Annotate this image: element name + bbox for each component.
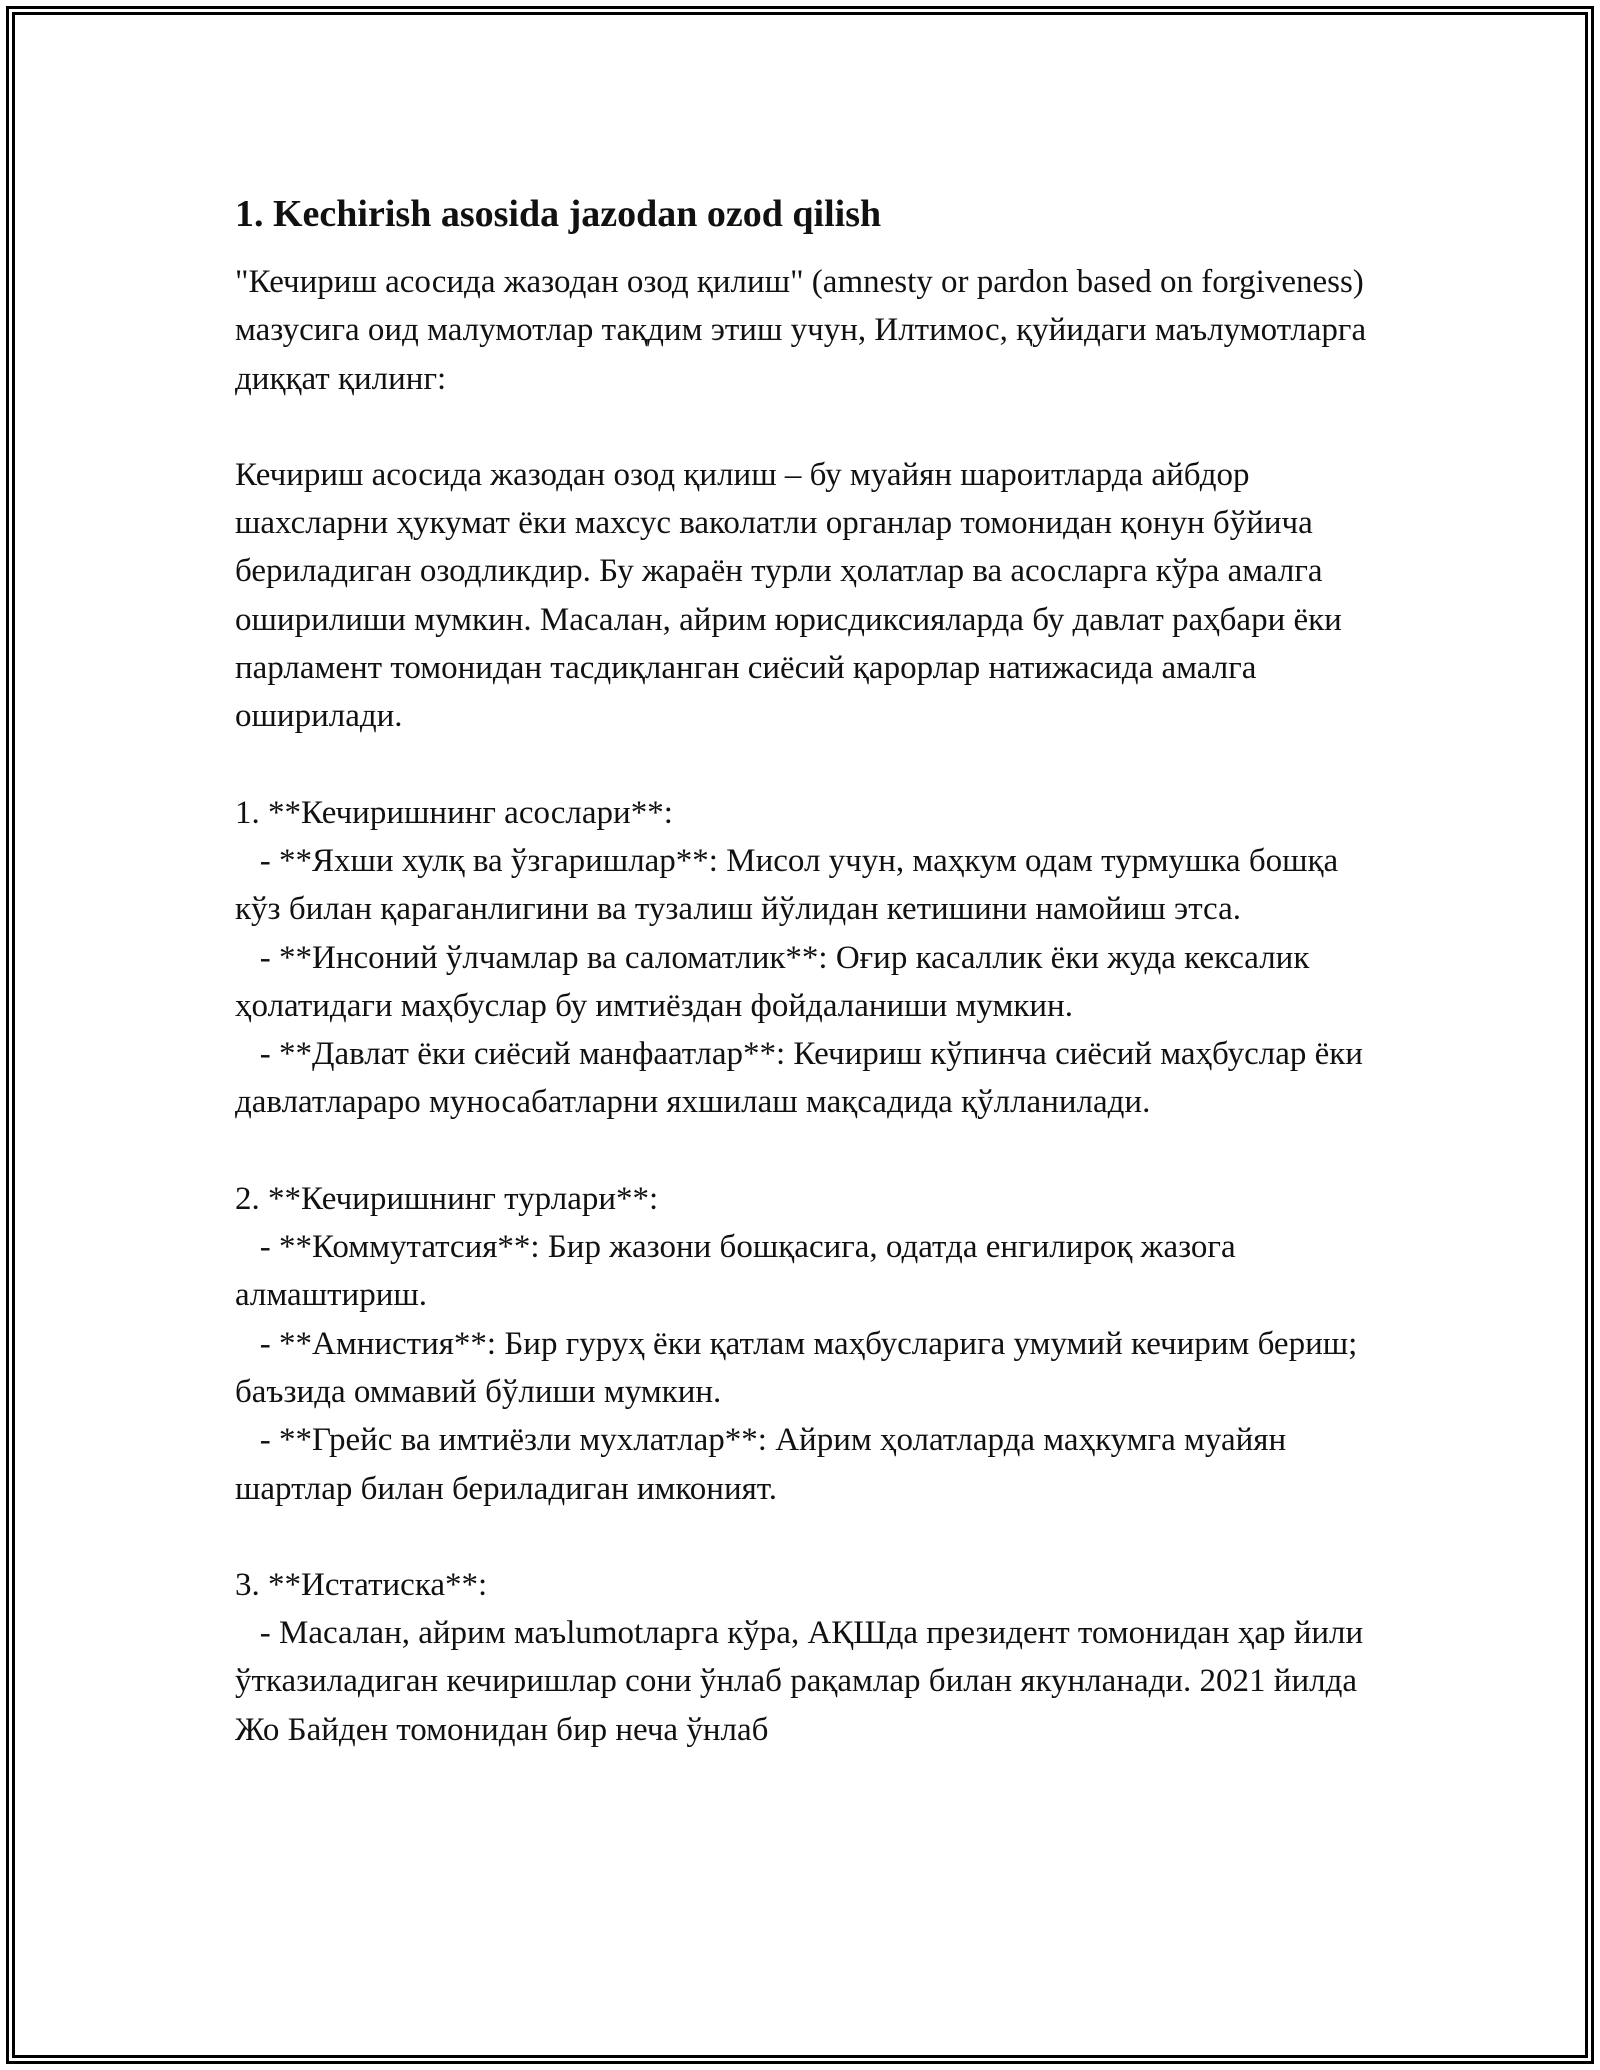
intro-paragraph: "Кечириш асосида жазодан озод қилиш" (amnesty or pardon based on forgiveness) мазусига оид малумотлар тақдим этиш учун, Илтимос, қуйидаги маълумотларга диққат қилинг: [235,264,1375,397]
paragraph-gap [235,403,1385,451]
paragraph-gap [235,1127,1385,1175]
paragraph-gap [235,1513,1385,1561]
paragraph-gap [235,741,1385,789]
grounds-list: 1. **Кечиришнинг асослари**: - **Яхши хулқ ва ўзгаришлар**: Мисол учун, маҳкум одам турмушка бошқа кўз билан қараганлигини ва тузалиш йўлидан кетишини намойиш этса. - **Инсоний ўлчамлар ва саломатлик**: Оғир касаллик ёки жуда кексалик ҳолатидаги маҳбуслар бу имтиёздан фойдаланиши мумкин. - **Давлат ёки сиёсий манфаатлар**: Кечириш кўпинча сиёсий маҳбуслар ёки давлатлараро муносабатларни яхшилаш мақсадида қўлланилади. [235,794,1363,1121]
types-list: 2. **Кечиришнинг турлари**: - **Коммутатсия**: Бир жазони бошқасига, одатда енгилироқ жазога алмаштириш. - **Амнистия**: Бир гуруҳ ёки қатлам маҳбусларига умумий кечирим бериш; баъзида оммавий бўлиши мумкин. - **Грейс ва имтиёзли мухлатлар**: Айрим ҳолатларда маҳкумга муайян шартлар билан бериладиган имконият. [235,1180,1358,1507]
definition-paragraph: Кечириш асосида жазодан озод қилиш – бу муайян шароитларда айбдор шахсларни ҳукумат ёки махсус ваколатли органлар томонидан қонун бўйича бериладиган озодликдир. Бу жараён турли ҳолатлар ва асосларга кўра амалга оширилиши мумкин. Масалан, айрим юрисдиксияларда бу давлат раҳбари ёки парламент томонидан тасдиқланган сиёсий қарорлар натижасида амалга оширилади. [235,456,1351,735]
statistics-list: 3. **Истатиска**: - Масалан, айрим маъlumotларга кўра, АҚШда президент томонидан ҳар йили ўтказиладиган кечиришлар сони ўнлаб рақамлар билан якунланади. 2021 йилда Жо Байден томонидан бир неча ўнлаб [235,1566,1364,1748]
section-heading: 1. Kechirish asosida jazodan ozod qilish [235,193,882,235]
document-body [235,188,1385,1754]
